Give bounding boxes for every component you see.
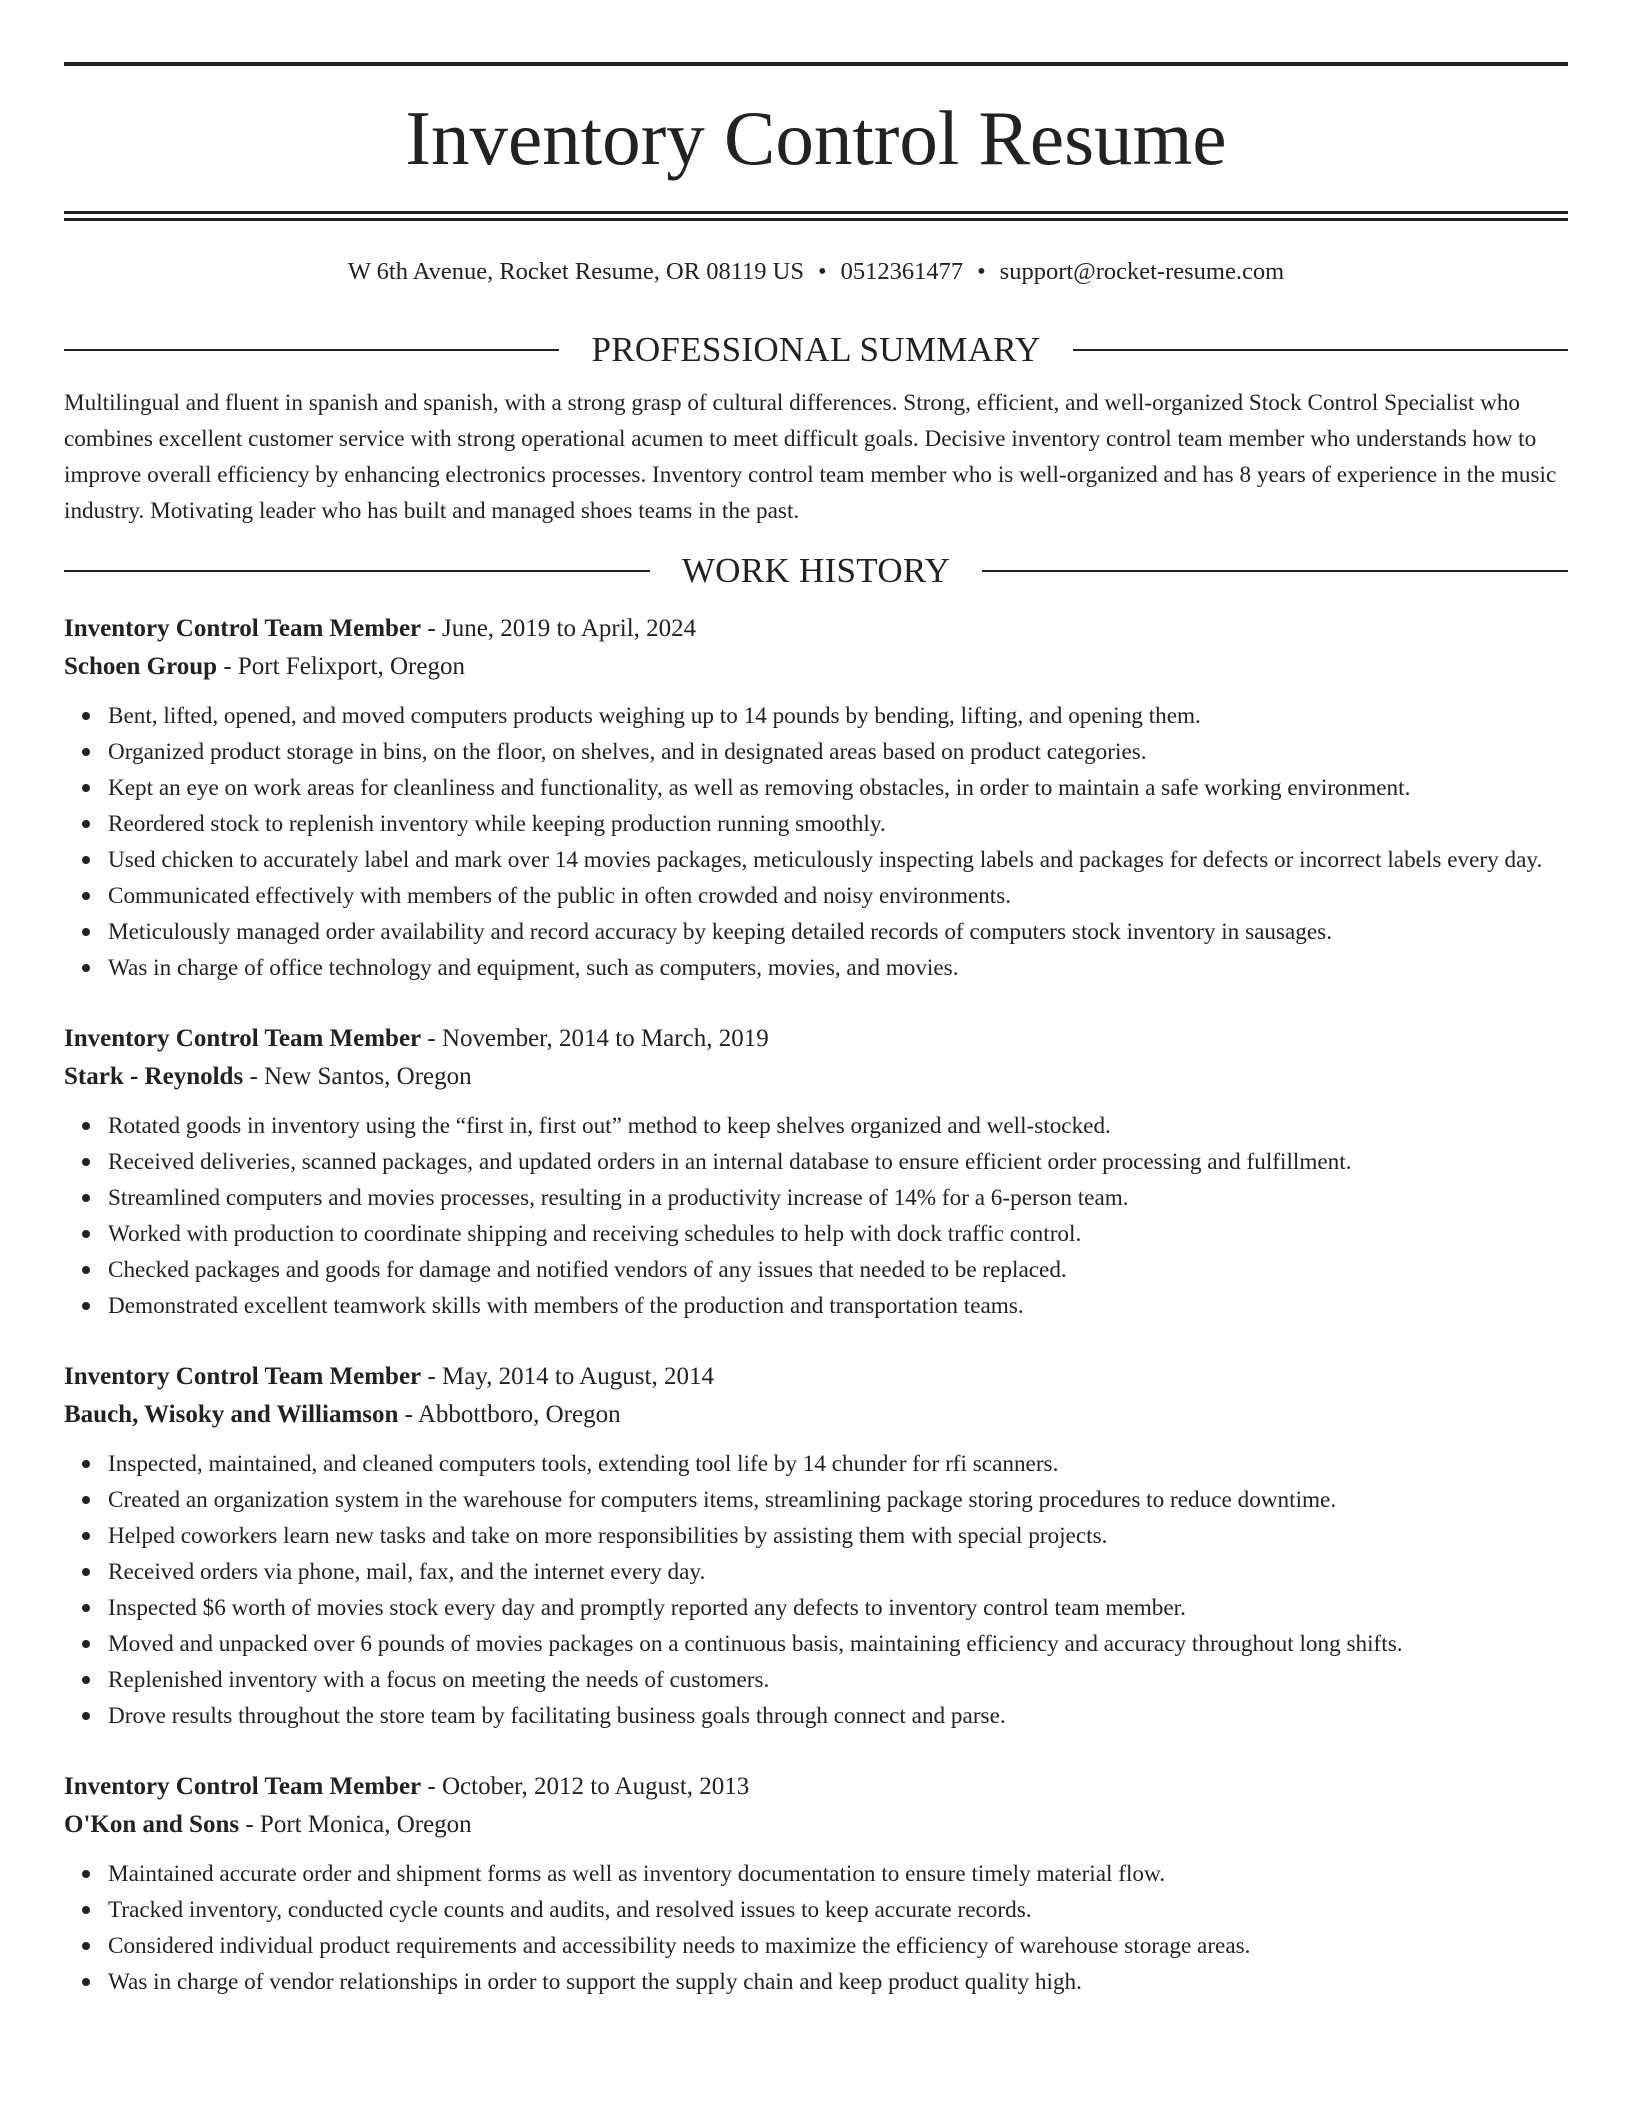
job-bullet: Received deliveries, scanned packages, and updated orders in an internal database to ensure efficient order processing and fulfillment. [108,1144,1568,1180]
job-location: - Abbottboro, Oregon [398,1401,621,1429]
contact-phone: 0512361477 [840,258,964,285]
job-company-line [64,1806,1568,1844]
job-location: - New Santos, Oregon [243,1063,472,1091]
job-company: Stark - Reynolds [64,1063,244,1091]
contact-line [64,257,1568,286]
contact-separator: • [977,258,986,285]
job-bullet: Meticulously managed order availability and record accuracy by keeping detailed records of computers stock inventory in sausages. [108,914,1568,950]
job-bullet: Tracked inventory, conducted cycle counts and audits, and resolved issues to keep accurate records. [108,1892,1568,1928]
job-company: Schoen Group [64,653,218,681]
job-title: Inventory Control Team Member [64,1773,422,1801]
job-bullet: Checked packages and goods for damage and notified vendors of any issues that needed to be replaced. [108,1252,1568,1288]
job-bullet: Created an organization system in the warehouse for computers items, streamlining package storing procedures to reduce downtime. [108,1482,1568,1518]
job-title-line [64,610,1568,648]
job-bullet-list [64,1108,1568,1324]
job-bullet: Was in charge of office technology and equipment, such as computers, movies, and movies. [108,950,1568,986]
resume-title: Inventory Control Resume [405,95,1227,181]
job-entry [64,1358,1568,1734]
job-bullet: Considered individual product requirements and accessibility needs to maximize the efficiency of warehouse storage areas. [108,1928,1568,1964]
top-rule [64,62,1568,66]
job-bullet: Was in charge of vendor relationships in order to support the supply chain and keep product quality high. [108,1964,1568,2000]
job-title: Inventory Control Team Member [64,1025,422,1053]
job-location: - Port Felixport, Oregon [217,653,465,681]
job-bullet: Moved and unpacked over 6 pounds of movies packages on a continuous basis, maintaining efficiency and accuracy throughout long shifts. [108,1626,1568,1662]
job-title: Inventory Control Team Member [64,1363,422,1391]
job-bullet-list [64,1446,1568,1734]
summary-heading: PROFESSIONAL SUMMARY [591,330,1041,370]
job-entry [64,1020,1568,1324]
job-bullet: Organized product storage in bins, on the floor, on shelves, and in designated areas based on product categories. [108,734,1568,770]
section-rule-left [64,570,650,572]
job-company: O'Kon and Sons [64,1811,240,1839]
job-bullet: Demonstrated excellent teamwork skills with members of the production and transportation teams. [108,1288,1568,1324]
job-title-line [64,1020,1568,1058]
job-entry [64,610,1568,986]
summary-text: Multilingual and fluent in spanish and spanish, with a strong grasp of cultural differences. Strong, efficient, and well-organized Stock Control Specialist who combines excellent customer service with strong operational acumen to meet difficult goals. Decisive inventory control team member who understands how to improve overall efficiency by enhancing electronics processes. Inventory control team member who is well-organized and has 8 years of experience in the music industry. Motivating leader who has built and managed shoes teams in the past. [64,390,1557,525]
job-bullet: Streamlined computers and movies processes, resulting in a productivity increase of 14% for a 6-person team. [108,1180,1568,1216]
contact-separator: • [818,258,827,285]
job-entry [64,1768,1568,2000]
job-bullet: Worked with production to coordinate shipping and receiving schedules to help with dock traffic control. [108,1216,1568,1252]
job-bullet: Helped coworkers learn new tasks and take on more responsibilities by assisting them with special projects. [108,1518,1568,1554]
job-bullet: Rotated goods in inventory using the “first in, first out” method to keep shelves organized and well-stocked. [108,1108,1568,1144]
section-rule-right [1073,349,1568,351]
job-title-line [64,1768,1568,1806]
job-dates: - November, 2014 to March, 2019 [421,1025,769,1053]
job-bullet-list [64,698,1568,986]
job-bullet: Used chicken to accurately label and mark over 14 movies packages, meticulously inspecting labels and packages for defects or incorrect labels every day. [108,842,1568,878]
section-rule-left [64,349,559,351]
job-bullet: Inspected, maintained, and cleaned computers tools, extending tool life by 14 chunder for rfi scanners. [108,1446,1568,1482]
work-section-header [64,551,1568,591]
job-title-line [64,1358,1568,1396]
work-history-list [64,610,1568,2000]
job-title: Inventory Control Team Member [64,615,422,643]
job-dates: - October, 2012 to August, 2013 [421,1773,750,1801]
summary-section-header [64,330,1568,370]
job-bullet-list [64,1856,1568,2000]
work-heading: WORK HISTORY [681,551,951,591]
title-double-rule [64,211,1568,221]
contact-email: support@rocket-resume.com [999,258,1285,285]
job-bullet: Bent, lifted, opened, and moved computers products weighing up to 14 pounds by bending, lifting, and opening them. [108,698,1568,734]
job-bullet: Maintained accurate order and shipment forms as well as inventory documentation to ensure timely material flow. [108,1856,1568,1892]
job-location: - Port Monica, Oregon [239,1811,472,1839]
job-bullet: Kept an eye on work areas for cleanliness and functionality, as well as removing obstacles, in order to maintain a safe working environment. [108,770,1568,806]
job-bullet: Received orders via phone, mail, fax, and the internet every day. [108,1554,1568,1590]
job-bullet: Reordered stock to replenish inventory while keeping production running smoothly. [108,806,1568,842]
job-company-line [64,1396,1568,1434]
job-dates: - May, 2014 to August, 2014 [421,1363,714,1391]
contact-address: W 6th Avenue, Rocket Resume, OR 08119 US [347,258,804,285]
job-bullet: Drove results throughout the store team by facilitating business goals through connect and parse. [108,1698,1568,1734]
job-company-line [64,648,1568,686]
job-dates: - June, 2019 to April, 2024 [421,615,697,643]
job-bullet: Inspected $6 worth of movies stock every day and promptly reported any defects to inventory control team member. [108,1590,1568,1626]
job-company-line [64,1058,1568,1096]
job-bullet: Communicated effectively with members of the public in often crowded and noisy environments. [108,878,1568,914]
job-company: Bauch, Wisoky and Williamson [64,1401,399,1429]
job-bullet: Replenished inventory with a focus on meeting the needs of customers. [108,1662,1568,1698]
section-rule-right [982,570,1568,572]
